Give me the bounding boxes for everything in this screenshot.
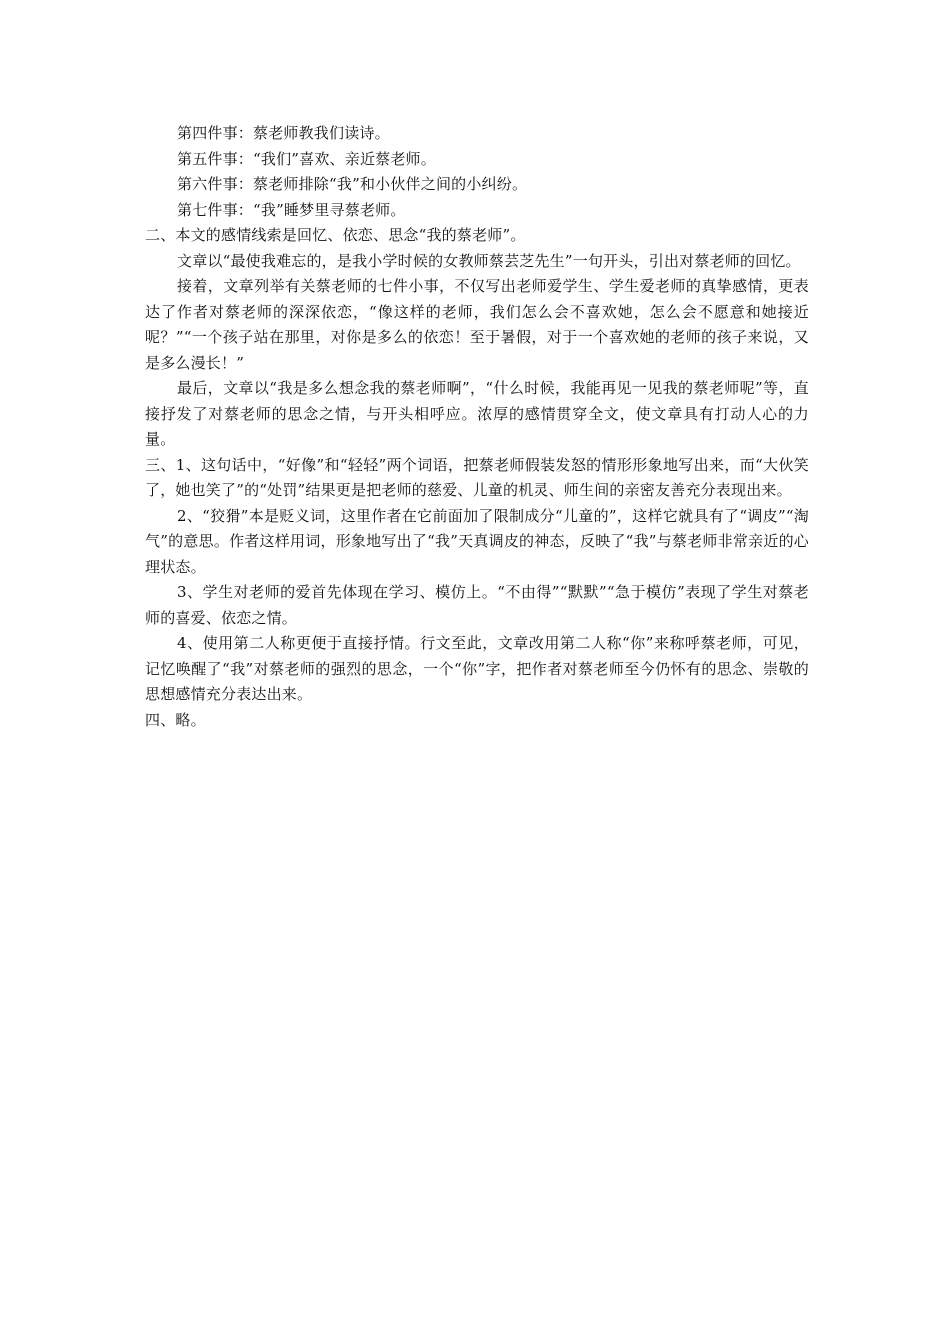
section-2-heading: 二、本文的感情线索是回忆、依恋、思念“我的蔡老师”。	[145, 226, 526, 244]
event-item-7: 第七件事：“我”睡梦里寻蔡老师。	[177, 200, 406, 219]
document-body	[145, 121, 809, 733]
section-3-answer-4: 4、使用第二人称更便于直接抒情。行文至此，文章改用第二人称“你”来称呼蔡老师，可见，记忆唤醒了“我”对蔡老师的强烈的思念，一个“你”字，把作者对蔡老师至今仍怀有的思念、崇敬的思想感情充分表达出来。	[145, 634, 809, 703]
event-item-6: 第六件事：蔡老师排除“我”和小伙伴之间的小纠纷。	[177, 175, 528, 193]
section-3-answer-2: 2、“狡猾”本是贬义词，这里作者在它前面加了限制成分“儿童的”，这样它就具有了“调皮”“淘气”的意思。作者这样用词，形象地写出了“我”天真调皮的神态，反映了“我”与蔡老师非常亲近的心理状态。	[145, 506, 809, 576]
event-item-4: 第四件事：蔡老师教我们读诗。	[177, 124, 390, 142]
event-item-5: 第五件事：“我们”喜欢、亲近蔡老师。	[177, 149, 436, 168]
section-2-paragraph-3: 最后，文章以“我是多么想念我的蔡老师啊”，“什么时候，我能再见一见我的蔡老师呢”等，直接抒发了对蔡老师的思念之情，与开头相呼应。浓厚的感情贯穿全文，使文章具有打动人心的力量。	[145, 379, 809, 448]
section-3-answer-1: 三、1、这句话中，“好像”和“轻轻”两个词语，把蔡老师假装发怒的情形形象地写出来，而“大伙笑了，她也笑了”的“处罚”结果更是把老师的慈爱、儿童的机灵、师生间的亲密友善充分表现出来。	[145, 455, 809, 499]
section-2-paragraph-1: 文章以“最使我难忘的，是我小学时候的女教师蔡芸芝先生”一句开头，引出对蔡老师的回忆。	[177, 251, 801, 270]
section-3-answer-3: 3、学生对老师的爱首先体现在学习、模仿上。“不由得”“默默”“急于模仿”表现了学生对蔡老师的喜爱、依恋之情。	[145, 583, 809, 627]
section-4: 四、略。	[145, 710, 206, 729]
section-2-paragraph-2: 接着，文章列举有关蔡老师的七件小事，不仅写出老师爱学生、学生爱老师的真挚感情，更表达了作者对蔡老师的深深依恋，“像这样的老师，我们怎么会不喜欢她，怎么会不愿意和她接近呢？”“一个孩子站在那里，对你是多么的依恋！至于暑假，对于一个喜欢她的老师的孩子来说，又是多么漫长！”	[145, 277, 809, 372]
